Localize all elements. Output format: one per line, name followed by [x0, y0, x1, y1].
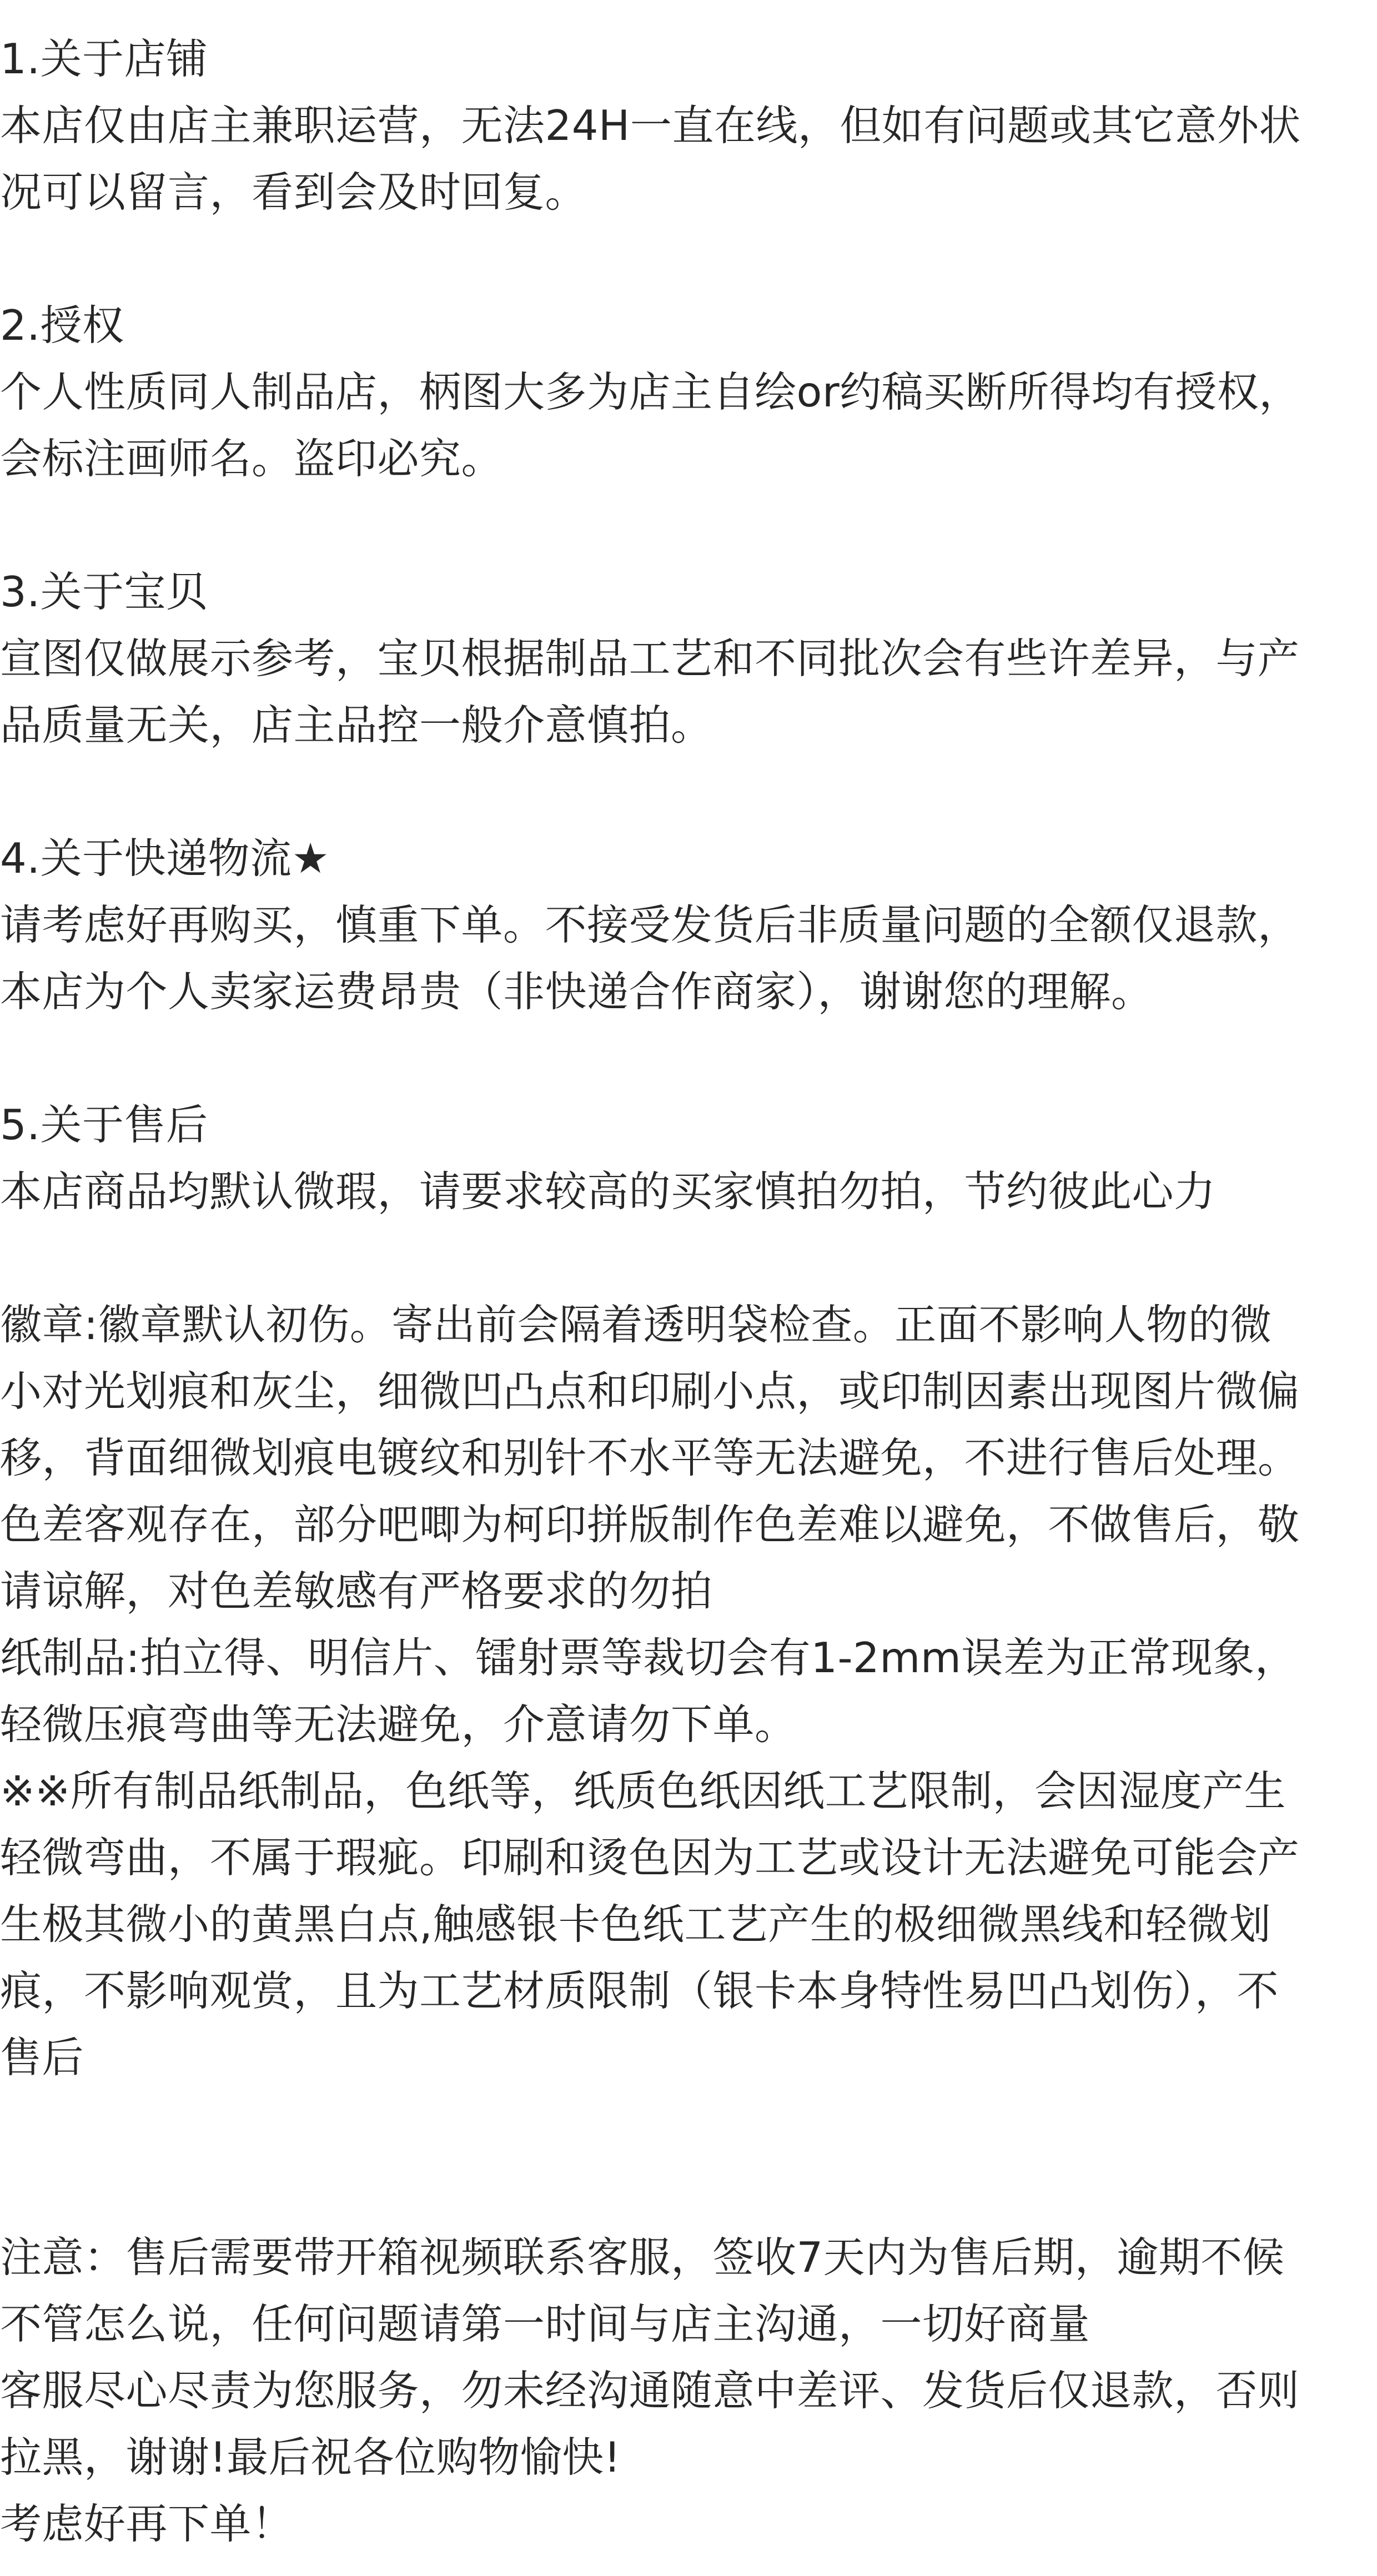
spacer	[0, 1025, 1377, 1091]
section-line: 品质量无关，店主品控一般介意慎拍。	[0, 701, 713, 749]
detail-line: 小对光划痕和灰尘，细微凹凸点和印刷小点，或印制因素出现图片微偏	[0, 1367, 1300, 1416]
section-title-store: 1.关于店铺	[0, 34, 208, 83]
section-title-after-sales: 5.关于售后	[0, 1100, 208, 1149]
section-line: 本店仅由店主兼职运营，无法24H一直在线，但如有问题或其它意外状	[0, 101, 1301, 150]
detail-line: 轻微压痕弯曲等无法避免，介意请勿下单。	[0, 1700, 797, 1749]
spacer	[0, 758, 1377, 825]
notice-line: 考虑好再下单！	[0, 2499, 294, 2548]
detail-line: 轻微弯曲，不属于瑕疵。印刷和烫色因为工艺或设计无法避免可能会产	[0, 1833, 1300, 1882]
notice-line: 不管怎么说，任何问题请第一时间与店主沟通，一切好商量	[0, 2300, 1090, 2348]
spacer	[0, 1225, 1377, 1291]
notice-line: 客服尽心尽责为您服务，勿未经沟通随意中差评、发货后仅退款，否则	[0, 2366, 1300, 2415]
detail-line: 痕，不影响观赏，且为工艺材质限制（银卡本身特性易凹凸划伤），不	[0, 1966, 1279, 2015]
spacer	[0, 492, 1377, 559]
section-line: 况可以留言，看到会及时回复。	[0, 168, 587, 217]
section-line: 本店商品均默认微瑕，请要求较高的买家慎拍勿拍，节约彼此心力	[0, 1167, 1216, 1216]
spacer	[0, 225, 1377, 292]
section-title-shipping: 4.关于快递物流★	[0, 834, 330, 883]
detail-line: 移，背面细微划痕电镀纹和别针不水平等无法避免，不进行售后处理。	[0, 1433, 1300, 1482]
spacer	[0, 2091, 1377, 2224]
detail-line: 生极其微小的黄黑白点,触感银卡色纸工艺产生的极细微黑线和轻微划	[0, 1900, 1272, 1949]
section-line: 请考虑好再购买，慎重下单。不接受发货后非质量问题的全额仅退款，	[0, 900, 1300, 949]
notice-line: 注意：售后需要带开箱视频联系客服，签收7天内为售后期，逾期不候	[0, 2233, 1285, 2282]
detail-line: 售后	[0, 2033, 84, 2082]
detail-line: 色差客观存在，部分吧唧为柯印拼版制作色差难以避免，不做售后，敬	[0, 1500, 1300, 1549]
notice-line: 拉黑，谢谢!最后祝各位购物愉快!	[0, 2433, 621, 2482]
detail-line: 徽章:徽章默认初伤。寄出前会隔着透明袋检查。正面不影响人物的微	[0, 1300, 1272, 1349]
detail-line: 纸制品:拍立得、明信片、镭射票等裁切会有1-2mm误差为正常现象，	[0, 1633, 1297, 1682]
detail-line: 请谅解，对色差敏感有严格要求的勿拍	[0, 1567, 713, 1616]
section-line: 宣图仅做展示参考，宝贝根据制品工艺和不同批次会有些许差异，与产	[0, 634, 1300, 683]
detail-line: ※※所有制品纸制品，色纸等，纸质色纸因纸工艺限制，会因湿度产生	[0, 1767, 1286, 1815]
section-title-authorization: 2.授权	[0, 301, 124, 350]
section-title-products: 3.关于宝贝	[0, 567, 208, 616]
section-line: 会标注画师名。盗印必究。	[0, 434, 504, 483]
section-line: 个人性质同人制品店，柄图大多为店主自绘or约稿买断所得均有授权，	[0, 368, 1301, 416]
section-line: 本店为个人卖家运费昂贵（非快递合作商家），谢谢您的理解。	[0, 967, 1153, 1016]
